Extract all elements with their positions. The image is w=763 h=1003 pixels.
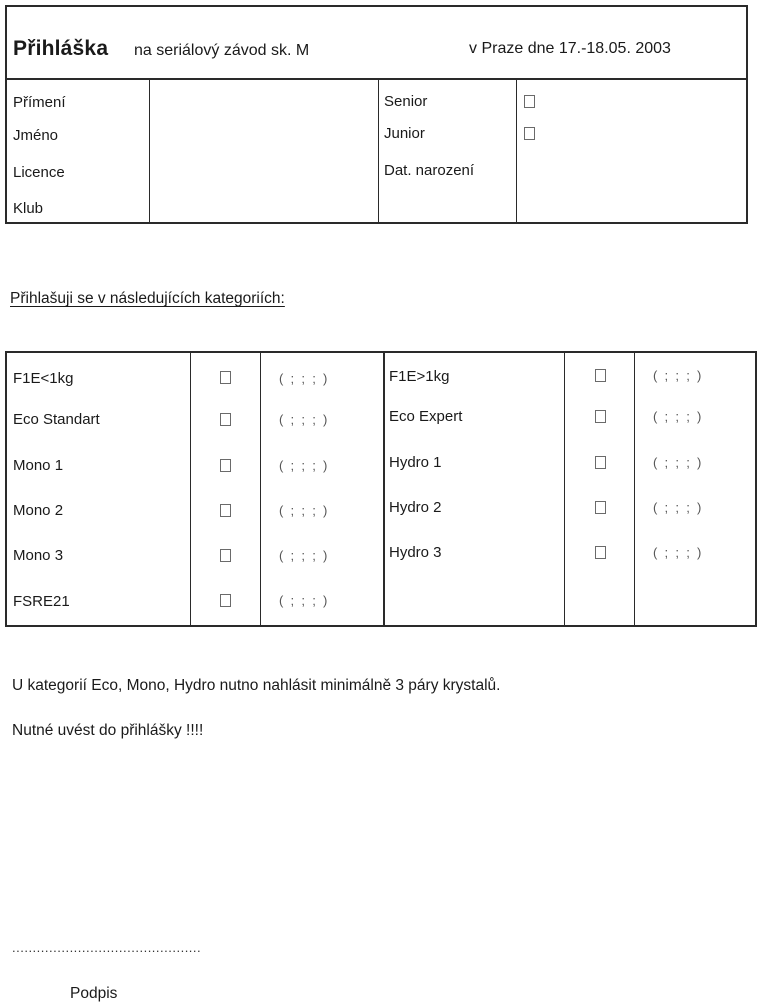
divider xyxy=(383,353,385,625)
event-date: v Praze dne 17.-18.05. 2003 xyxy=(469,40,671,57)
crystal-pairs-field[interactable]: ( ; ; ; ) xyxy=(279,458,328,473)
divider xyxy=(190,353,191,625)
category-label-eco-standart: Eco Standart xyxy=(13,411,100,428)
crystal-pairs-field[interactable]: ( ; ; ; ) xyxy=(653,500,702,515)
crystal-pairs-field[interactable]: ( ; ; ; ) xyxy=(653,409,702,424)
category-checkbox-eco-standart[interactable] xyxy=(220,413,231,426)
registration-header-box xyxy=(5,5,748,224)
divider xyxy=(378,80,379,222)
name-label: Jméno xyxy=(13,127,59,144)
divider xyxy=(564,353,565,625)
junior-checkbox[interactable] xyxy=(524,127,535,140)
club-label: Klub xyxy=(13,200,44,217)
senior-label: Senior xyxy=(384,93,428,110)
category-label-mono-3: Mono 3 xyxy=(13,547,64,564)
category-checkbox-mono-1[interactable] xyxy=(220,459,231,472)
category-checkbox-fsre21[interactable] xyxy=(220,594,231,607)
category-label-hydro-3: Hydro 3 xyxy=(389,544,442,561)
divider xyxy=(260,353,261,625)
category-checkbox-hydro-1[interactable] xyxy=(595,456,606,469)
category-label-f1e-under-1kg: F1E<1kg xyxy=(13,370,74,387)
category-checkbox-mono-3[interactable] xyxy=(220,549,231,562)
category-checkbox-hydro-2[interactable] xyxy=(595,501,606,514)
crystal-pairs-note: U kategorií Eco, Mono, Hydro nutno nahlásit minimálně 3 páry krystalů. xyxy=(12,677,501,694)
divider xyxy=(149,80,150,222)
divider xyxy=(516,80,517,222)
licence-label: Licence xyxy=(13,164,65,181)
crystal-pairs-field[interactable]: ( ; ; ; ) xyxy=(653,455,702,470)
personal-info-field[interactable] xyxy=(151,82,377,220)
categories-table xyxy=(5,351,757,627)
category-checkbox-f1e-under-1kg[interactable] xyxy=(220,371,231,384)
crystal-pairs-field[interactable]: ( ; ; ; ) xyxy=(653,545,702,560)
crystal-pairs-field[interactable]: ( ; ; ; ) xyxy=(279,371,328,386)
crystal-pairs-field[interactable]: ( ; ; ; ) xyxy=(279,503,328,518)
form-title: Přihláška xyxy=(13,37,109,60)
category-label-eco-expert: Eco Expert xyxy=(389,408,463,425)
required-note: Nutné uvést do přihlášky !!!! xyxy=(12,722,204,739)
category-label-hydro-1: Hydro 1 xyxy=(389,454,442,471)
category-label-f1e-over-1kg: F1E>1kg xyxy=(389,368,450,385)
category-label-fsre21: FSRE21 xyxy=(13,593,70,610)
crystal-pairs-field[interactable]: ( ; ; ; ) xyxy=(279,548,328,563)
category-checkbox-f1e-over-1kg[interactable] xyxy=(595,369,606,382)
divider xyxy=(634,353,635,625)
form-subtitle: na seriálový závod sk. M xyxy=(134,42,310,59)
category-checkbox-mono-2[interactable] xyxy=(220,504,231,517)
signature-label: Podpis xyxy=(70,985,118,1002)
crystal-pairs-field[interactable]: ( ; ; ; ) xyxy=(279,593,328,608)
signature-line[interactable]: .............................................. xyxy=(12,940,202,955)
categories-heading: Přihlašuji se v následujících kategoriích: xyxy=(10,290,285,307)
category-checkbox-eco-expert[interactable] xyxy=(595,410,606,423)
header-title-row xyxy=(7,7,746,80)
junior-label: Junior xyxy=(384,125,425,142)
category-label-mono-2: Mono 2 xyxy=(13,502,64,519)
crystal-pairs-field[interactable]: ( ; ; ; ) xyxy=(653,368,702,383)
category-label-hydro-2: Hydro 2 xyxy=(389,499,442,516)
category-label-mono-1: Mono 1 xyxy=(13,457,64,474)
category-checkbox-hydro-3[interactable] xyxy=(595,546,606,559)
crystal-pairs-field[interactable]: ( ; ; ; ) xyxy=(279,412,328,427)
birth-date-label: Dat. narození xyxy=(384,162,475,179)
surname-label: Přímení xyxy=(13,94,66,111)
senior-checkbox[interactable] xyxy=(524,95,535,108)
